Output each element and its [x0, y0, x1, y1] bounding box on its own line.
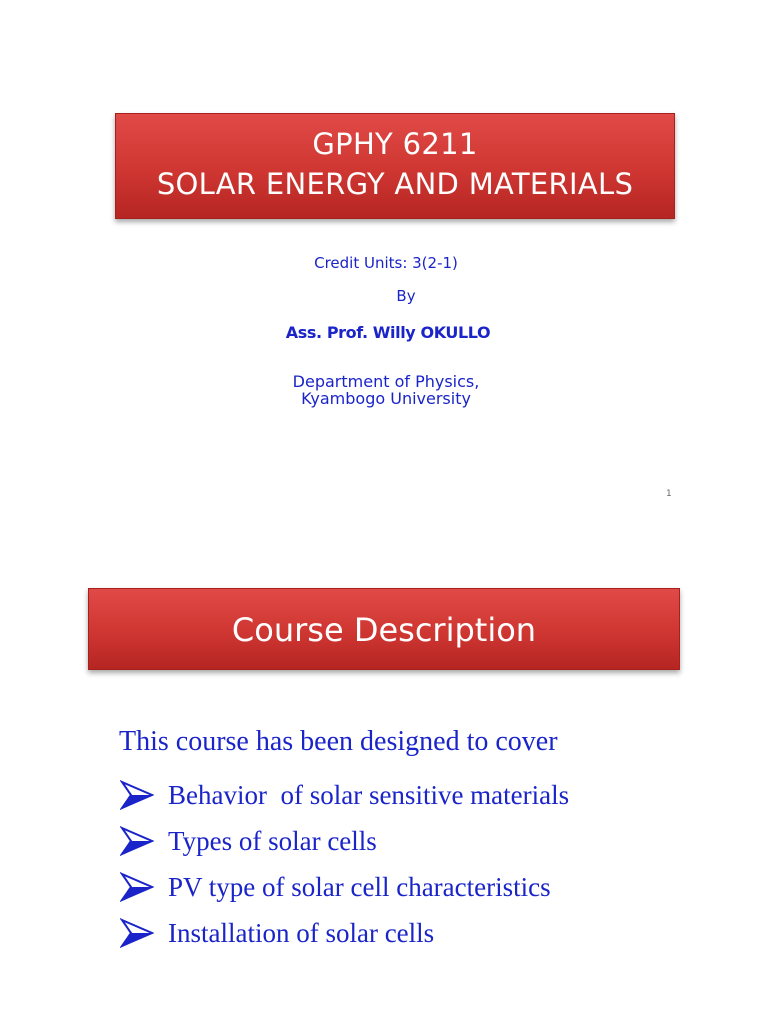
- course-code: GPHY 6211: [312, 127, 478, 161]
- credit-units: Credit Units: 3(2-1): [314, 254, 458, 272]
- topics-list: [120, 772, 569, 956]
- department-name: Department of Physics,: [292, 372, 480, 391]
- topic-item: [120, 818, 569, 864]
- author-name: Ass. Prof. Willy OKULLO: [285, 323, 491, 342]
- slide-2-title-banner: [88, 588, 680, 670]
- topic-label: PV type of solar cell characteristics: [168, 871, 551, 902]
- arrow-bullet-icon: [120, 918, 154, 948]
- topic-label: Installation of solar cells: [168, 917, 435, 948]
- course-title: SOLAR ENERGY AND MATERIALS: [156, 167, 634, 201]
- arrow-bullet-icon: [120, 826, 154, 856]
- topic-item: [120, 864, 569, 910]
- slide-1-title-banner: [115, 113, 675, 219]
- slide-2-title: Course Description: [231, 611, 537, 649]
- slide-2: [0, 560, 768, 1024]
- university-name: Kyambogo University: [301, 389, 471, 408]
- topic-label: Behavior of solar sensitive materials: [168, 779, 570, 810]
- arrow-bullet-icon: [120, 872, 154, 902]
- topic-item: [120, 910, 569, 956]
- topic-label: Types of solar cells: [168, 825, 377, 856]
- department: [2, 373, 768, 407]
- topic-item: [120, 772, 569, 818]
- page-number: 1: [666, 489, 672, 499]
- by-line: By: [396, 287, 416, 305]
- intro-text: This course has been designed to cover: [119, 726, 558, 757]
- arrow-bullet-icon: [120, 780, 154, 810]
